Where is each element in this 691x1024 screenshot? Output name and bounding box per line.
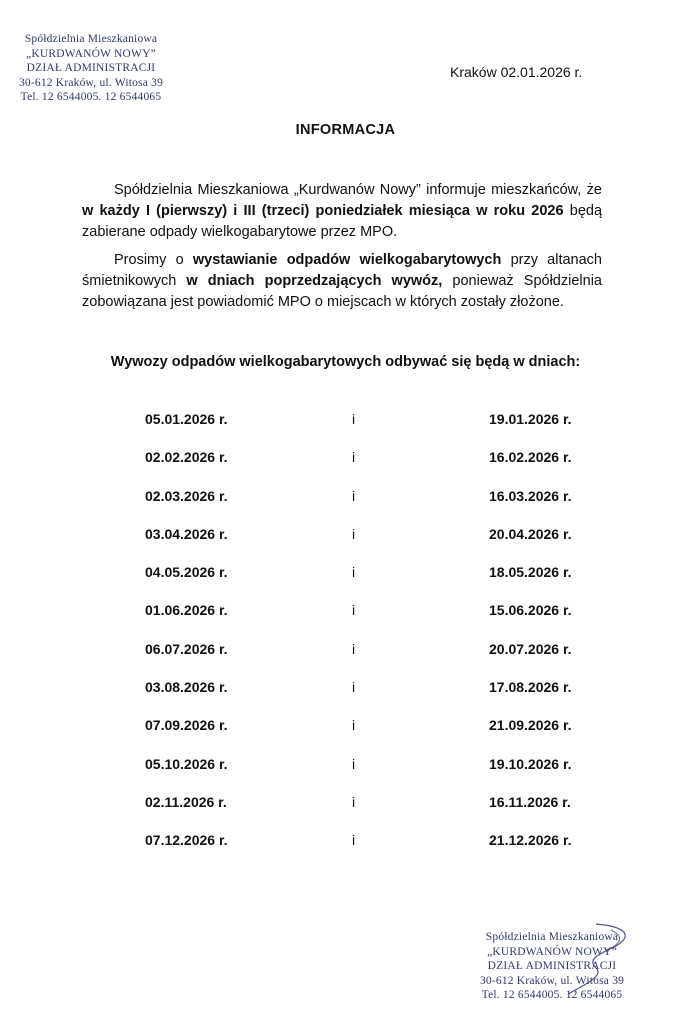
second-date: 19.01.2026 r.	[489, 411, 572, 427]
second-date: 20.04.2026 r.	[489, 525, 572, 542]
paragraph-intro	[82, 180, 602, 243]
and-label: i	[352, 564, 356, 581]
intro-text-b: że	[586, 182, 602, 198]
and-label: i	[352, 717, 356, 734]
and-label: i	[352, 411, 356, 427]
place-and-date: Kraków 02.01.2026 r.	[450, 64, 583, 80]
stamp-line: Tel. 12 6544005. 12 6544065	[20, 91, 162, 103]
schedule-row	[0, 832, 691, 870]
stamp-line: Spółdzielnia Mieszkaniowa	[24, 33, 158, 45]
second-date: 17.08.2026 r.	[489, 679, 572, 696]
and-label: i	[352, 449, 356, 466]
and-label: i	[352, 525, 356, 542]
schedule-row	[0, 526, 691, 564]
request-text-c: przy altanach śmietnikowych	[82, 252, 603, 289]
stamp-line: 30-612 Kraków, ul. Witosa 39	[479, 974, 625, 987]
first-date: 03.08.2026 r.	[145, 679, 228, 696]
schedule-row	[0, 717, 691, 755]
request-text-a: Prosimy o	[114, 252, 184, 268]
first-date: 04.05.2026 r.	[145, 564, 228, 581]
document-title: INFORMACJA	[295, 122, 396, 138]
intro-text-d: będą zabierane odpady wielkogabarytowe przez MPO.	[82, 203, 603, 240]
second-date: 21.09.2026 r.	[489, 717, 572, 734]
stamp-line: DZIAŁ ADMINISTRACJI	[487, 960, 617, 972]
schedule-row	[0, 602, 691, 640]
second-date: 16.11.2026 r.	[489, 793, 571, 810]
second-date: 16.02.2026 r.	[489, 449, 572, 466]
schedule-row	[0, 641, 691, 679]
schedule-row	[0, 488, 691, 526]
stamp-line: „KURDWANÓW NOWY”	[26, 47, 156, 60]
second-date: 15.06.2026 r.	[489, 602, 572, 619]
schedule-row	[0, 794, 691, 832]
and-label: i	[352, 487, 356, 504]
stamp-line: „KURDWANÓW NOWY”	[487, 945, 617, 958]
second-date: 19.10.2026 r.	[489, 755, 572, 772]
request-text-e: ponieważ Spółdzielnia zobowiązana jest powiadomić MPO o miejscach w których zostały złożone.	[82, 273, 602, 310]
first-date: 06.07.2026 r.	[145, 640, 228, 657]
stamp-line: Tel. 12 6544005. 12 6544065	[481, 989, 623, 1001]
schedule-row	[0, 756, 691, 794]
and-label: i	[352, 602, 356, 619]
and-label: i	[352, 640, 356, 657]
second-date: 18.05.2026 r.	[489, 564, 572, 581]
request-text-b: wystawianie odpadów wielkogabarytowych	[192, 252, 502, 268]
intro-text-c: w każdy I (pierwszy) i III (trzeci) poniedziałek miesiąca w roku 2026	[82, 203, 564, 219]
first-date: 07.09.2026 r.	[145, 717, 228, 734]
schedule-row	[0, 564, 691, 602]
stamp-line: 30-612 Kraków, ul. Witosa 39	[18, 76, 164, 89]
and-label: i	[352, 793, 356, 810]
stamp-line: Spółdzielnia Mieszkaniowa	[485, 931, 619, 943]
intro-text-a: Spółdzielnia Mieszkaniowa „Kurdwanów Nowy” informuje mieszkańców,	[114, 182, 582, 198]
first-date: 02.11.2026 r.	[145, 793, 227, 810]
and-label: i	[352, 755, 356, 772]
schedule-list	[0, 411, 691, 871]
first-date: 01.06.2026 r.	[145, 602, 228, 619]
first-date: 03.04.2026 r.	[145, 525, 228, 542]
signature-scribble	[446, 922, 646, 1012]
second-date: 16.03.2026 r.	[489, 487, 572, 504]
stamp-line: DZIAŁ ADMINISTRACJI	[26, 62, 156, 74]
second-date: 20.07.2026 r.	[489, 640, 572, 657]
and-label: i	[352, 832, 356, 849]
first-date: 02.02.2026 r.	[145, 449, 228, 466]
header-stamp	[8, 32, 174, 105]
second-date: 21.12.2026 r.	[489, 832, 572, 849]
footer-stamp	[452, 930, 652, 1003]
request-text-d: w dniach poprzedzających wywóz,	[186, 273, 443, 289]
and-label: i	[352, 679, 356, 696]
schedule-row	[0, 679, 691, 717]
first-date: 02.03.2026 r.	[145, 487, 228, 504]
schedule-title: Wywozy odpadów wielkogabarytowych odbywać się będą w dniach:	[110, 354, 581, 370]
paragraph-request	[82, 250, 602, 313]
first-date: 05.01.2026 r.	[145, 411, 228, 427]
schedule-row	[0, 449, 691, 487]
first-date: 05.10.2026 r.	[145, 755, 228, 772]
first-date: 07.12.2026 r.	[145, 832, 228, 849]
schedule-row	[0, 411, 691, 449]
